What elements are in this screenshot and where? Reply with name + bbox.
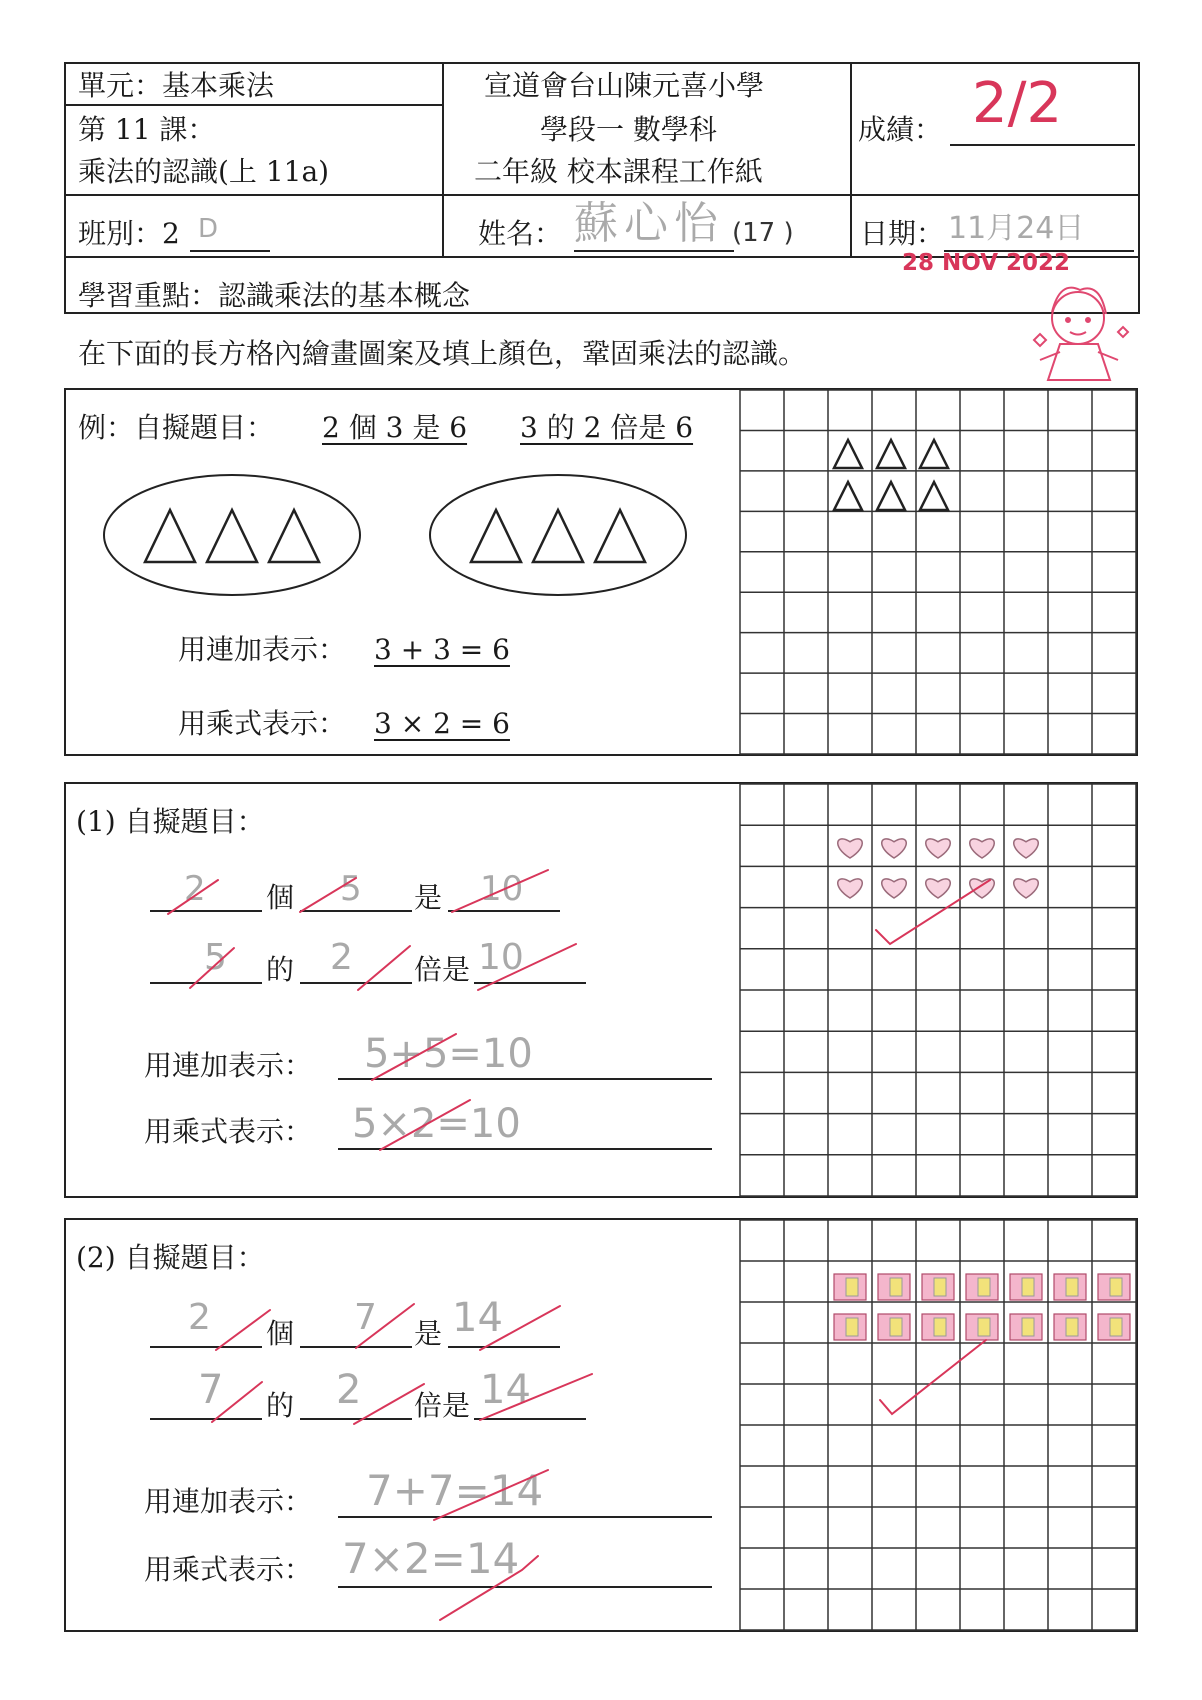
q2-title: (2) 自擬題目： (76, 1241, 265, 1274)
q2-word-ge: 個 (266, 1317, 295, 1350)
teacher-check-icon (356, 1304, 414, 1348)
q2-word-beishi: 倍是 (414, 1389, 471, 1422)
date-value: 11月24日 (948, 211, 1085, 246)
student-name: 蘇心怡 (574, 198, 724, 249)
heart-icon (1014, 879, 1039, 898)
q1-add-label: 用連加表示： (144, 1049, 313, 1082)
example-mul-expr: 3 × 2 = 6 (374, 707, 510, 740)
score-label: 成績： (858, 113, 943, 146)
q1-blank-b2: 2 (330, 937, 353, 978)
date-label: 日期： (860, 217, 945, 250)
q1-blank-a1: 2 (184, 869, 206, 909)
q1-blank-a2: 5 (340, 869, 362, 909)
example-statement-1: 2 個 3 是 6 (322, 411, 468, 444)
teacher-check-icon (440, 1556, 538, 1620)
lesson-label: 第 11 課： (78, 113, 216, 146)
teacher-check-icon (212, 1382, 262, 1422)
candy-icon (1098, 1274, 1130, 1300)
teacher-check-icon (300, 878, 356, 912)
q2-blank-a3: 14 (452, 1295, 503, 1341)
teacher-check-icon (480, 1374, 592, 1420)
heart-icon (926, 879, 951, 898)
candy-icon (834, 1314, 866, 1340)
q2-blank-b1: 7 (198, 1367, 224, 1413)
candy-icon (922, 1274, 954, 1300)
q1-add-answer: 5+5=10 (364, 1031, 533, 1077)
q2-word-shi: 是 (414, 1317, 443, 1350)
example-add-expr: 3 + 3 = 6 (374, 633, 510, 666)
candy-icon (878, 1314, 910, 1340)
score-value: 2/2 (972, 71, 1063, 136)
heart-icon (926, 839, 951, 858)
received-stamp: 28 NOV 2022 (902, 250, 1071, 276)
example-mul-label: 用乘式表示： (178, 707, 347, 740)
teacher-check-icon (452, 870, 548, 912)
candy-icon (1054, 1274, 1086, 1300)
heart-icon (882, 839, 907, 858)
q1-word-beishi: 倍是 (414, 953, 471, 986)
school-grade: 二年級 校本課程工作紙 (474, 155, 763, 188)
teacher-check-icon (358, 946, 410, 990)
teacher-check-icon (880, 1340, 986, 1414)
q2-blank-b3: 14 (480, 1367, 531, 1413)
unit-label: 單元：基本乘法 (78, 69, 275, 102)
teacher-check-icon (216, 1310, 270, 1350)
q1-mul-answer: 5×2=10 (352, 1101, 521, 1147)
q1-title: (1) 自擬題目： (76, 805, 265, 838)
teacher-check-icon (354, 1384, 424, 1424)
candy-icon (834, 1274, 866, 1300)
school-subject: 學段一 數學科 (540, 113, 717, 146)
school-name: 宣道會台山陳元喜小學 (484, 69, 765, 102)
candy-icon (1010, 1274, 1042, 1300)
heart-icon (970, 879, 995, 898)
q2-add-answer: 7+7=14 (366, 1466, 544, 1515)
q1-blank-a3: 10 (480, 869, 524, 909)
q2-blank-b2: 2 (336, 1367, 362, 1413)
heart-icon (1014, 839, 1039, 858)
heart-icon (838, 839, 863, 858)
instruction-text: 在下面的長方格內繪畫圖案及填上顏色，鞏固乘法的認識。 (78, 337, 807, 370)
teacher-check-icon (372, 1034, 456, 1080)
candy-icon (966, 1274, 998, 1300)
teacher-check-icon (190, 948, 234, 988)
q1-word-ge: 個 (266, 881, 295, 914)
heart-icon (970, 839, 995, 858)
candy-icon (922, 1314, 954, 1340)
q2-blank-a1: 2 (188, 1297, 211, 1338)
heart-icon (838, 879, 863, 898)
candy-icon (1010, 1314, 1042, 1340)
candy-icon (878, 1274, 910, 1300)
q1-mul-label: 用乘式表示： (144, 1115, 313, 1148)
q2-word-de: 的 (266, 1389, 295, 1422)
student-number: (17 ) (732, 218, 794, 248)
class-value: D (198, 214, 219, 244)
example-prompt: 例：自擬題目： (78, 411, 275, 444)
q2-add-label: 用連加表示： (144, 1485, 313, 1518)
q1-blank-b1: 5 (204, 937, 227, 978)
q2-blank-a2: 7 (354, 1297, 377, 1338)
example-statement-2: 3 的 2 倍是 6 (520, 411, 694, 444)
q2-mul-answer: 7×2=14 (342, 1534, 520, 1583)
lesson-title: 乘法的認識(上 11a) (78, 155, 330, 188)
heart-icon (882, 879, 907, 898)
candy-icon (1098, 1314, 1130, 1340)
class-label: 班別：2 (78, 217, 180, 250)
teacher-check-icon (480, 1306, 560, 1350)
name-label: 姓名： (478, 217, 563, 250)
learning-focus: 學習重點：認識乘法的基本概念 (78, 279, 471, 312)
q1-blank-b3: 10 (478, 937, 524, 978)
q1-word-shi: 是 (414, 881, 443, 914)
teacher-check-icon (434, 1470, 548, 1520)
teacher-check-icon (478, 944, 576, 990)
teacher-check-icon (168, 880, 218, 914)
teacher-check-icon (380, 1100, 470, 1150)
q1-word-de: 的 (266, 953, 295, 986)
q2-mul-label: 用乘式表示： (144, 1553, 313, 1586)
candy-icon (1054, 1314, 1086, 1340)
example-add-label: 用連加表示： (178, 633, 347, 666)
candy-icon (966, 1314, 998, 1340)
